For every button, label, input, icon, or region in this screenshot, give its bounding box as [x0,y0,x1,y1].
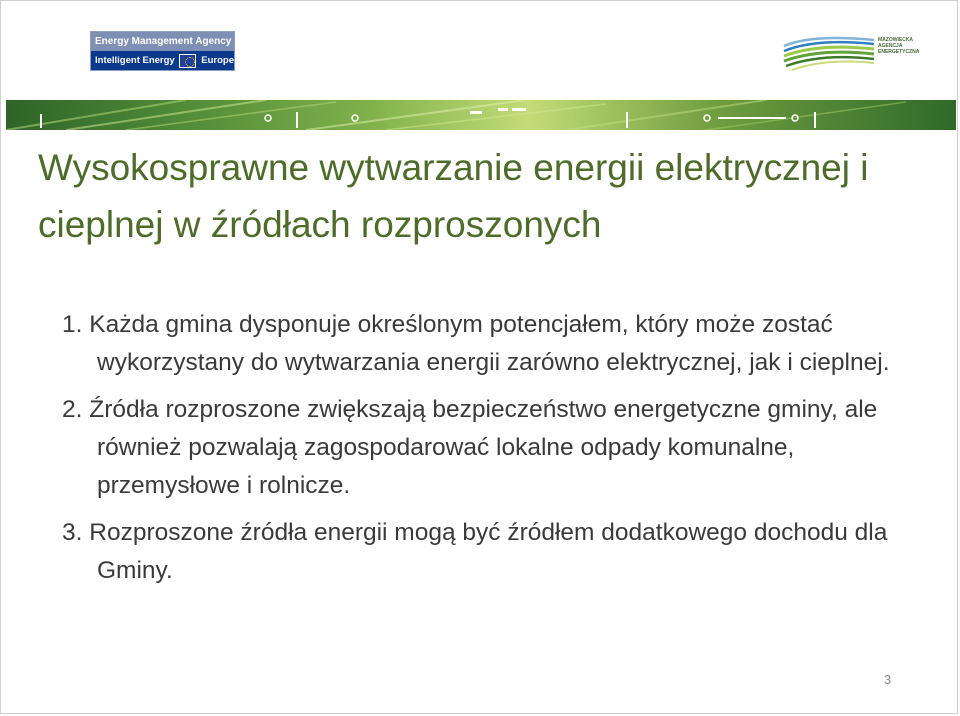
ema-logo-top: Energy Management Agency [91,32,234,51]
list-item-number: 2. [62,396,83,423]
decorative-banner [6,100,956,130]
energy-management-agency-logo [90,31,235,71]
list-item [62,391,922,505]
slide-page-number: 3 [884,672,892,687]
wave-logo-icon [782,30,878,75]
list-item [62,514,922,590]
list-item-text: Rozproszone źródła energii mogą być źródłem dodatkowego dochodu dla Gminy. [89,519,888,584]
ema-logo-europe: Europe [201,55,234,66]
ema-logo-intelligent-energy: Intelligent Energy [95,55,175,66]
list-item [62,306,922,382]
banner-pattern-icon [6,100,956,130]
slide-title: Wysokosprawne wytwarzanie energii elektrycznej i cieplnej w źródłach rozproszonych [38,147,869,245]
list-item-text: Każda gmina dysponuje określonym potencjałem, który może zostać wykorzystany do wytwarzania energii zarówno elektrycznej, jak i cieplnej. [89,311,890,376]
list-item-number: 1. [62,311,83,338]
energy-agency-wave-logo [782,30,922,75]
list-item-number: 3. [62,519,83,546]
eu-flag-icon [179,54,197,68]
slide-points-list [62,306,922,599]
wave-logo-text: MAZOWIECKA AGENCJA ENERGETYCZNA [878,37,920,55]
list-item-text: Źródła rozproszone zwiększają bezpieczeństwo energetyczne gminy, ale również pozwalają zagospodarować lokalne odpady komunalne, przemysłowe i rolnicze. [89,396,878,499]
ema-logo-bottom [91,51,234,70]
